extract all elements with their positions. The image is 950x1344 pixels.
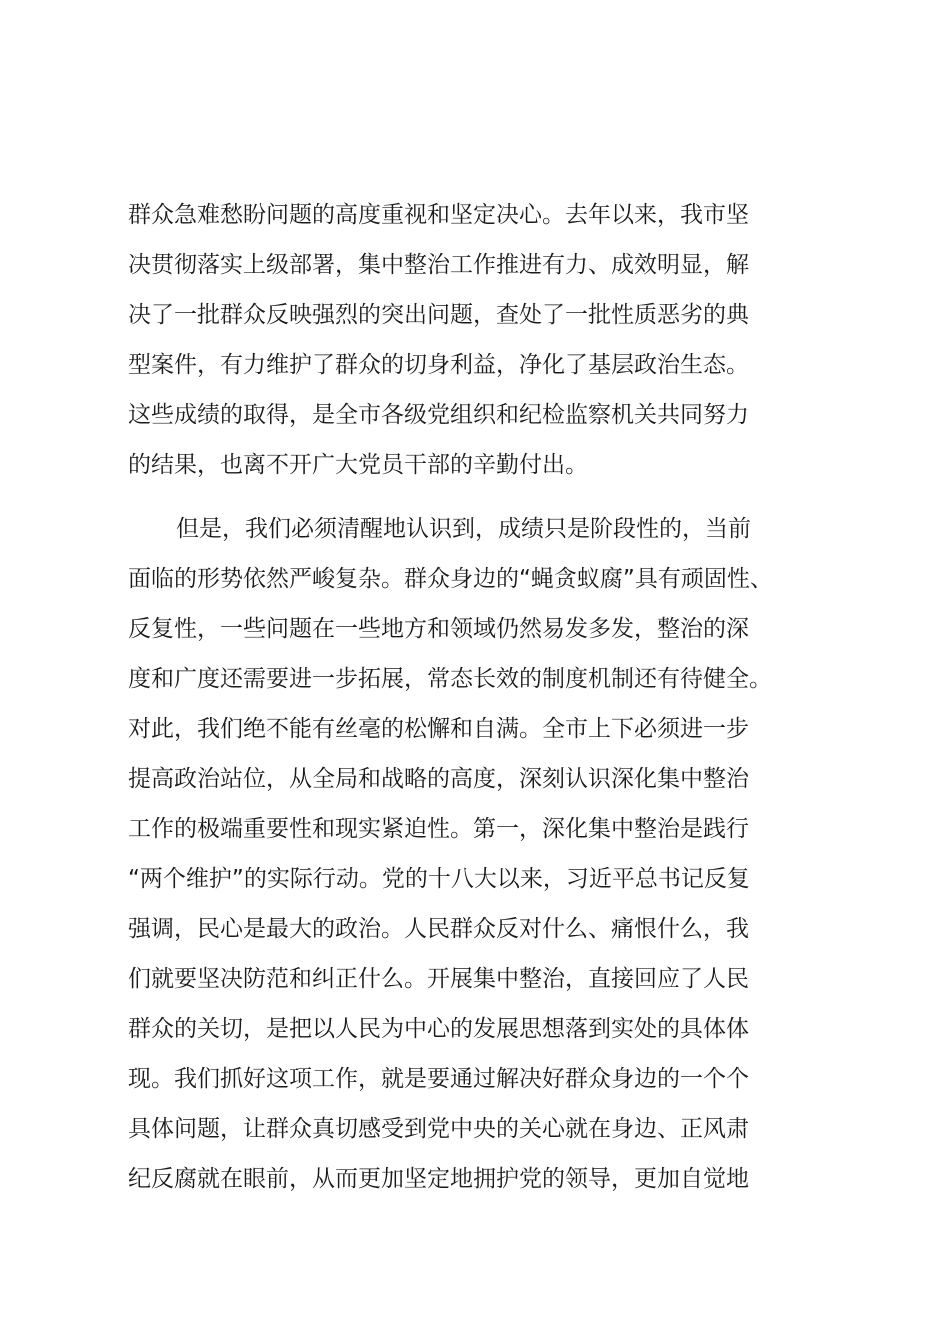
text-line-indented: 但是，我们必须清醒地认识到，成绩只是阶段性的，当前 <box>176 516 751 542</box>
text-line: 这些成绩的取得，是全市各级党组织和纪检监察机关共同努力 <box>128 402 749 428</box>
text-line: 对此，我们绝不能有丝毫的松懈和自满。全市上下必须进一步 <box>128 716 749 742</box>
text-line: 纪反腐就在眼前，从而更加坚定地拥护党的领导，更加自觉地 <box>128 1166 749 1192</box>
paragraph-spacing <box>128 490 828 504</box>
paragraph-2 <box>128 504 828 1204</box>
text-line: 的结果，也离不开广大党员干部的辛勤付出。 <box>128 452 588 478</box>
text-line: 反复性，一些问题在一些地方和领域仍然易发多发，整治的深 <box>128 616 749 642</box>
text-line: 群众的关切，是把以人民为中心的发展思想落到实处的具体体 <box>128 1016 749 1042</box>
text-line: 提高政治站位，从全局和战略的高度，深刻认识深化集中整治 <box>128 766 749 792</box>
text-line: 们就要坚决防范和纠正什么。开展集中整治，直接回应了人民 <box>128 966 749 992</box>
text-line: 工作的极端重要性和现实紧迫性。第一，深化集中整治是践行 <box>128 816 749 842</box>
text-line: “两个维护”的实际行动。党的十八大以来，习近平总书记反复 <box>128 866 750 892</box>
text-line: 群众急难愁盼问题的高度重视和坚定决心。去年以来，我市坚 <box>128 202 749 228</box>
text-line: 强调，民心是最大的政治。人民群众反对什么、痛恨什么，我 <box>128 916 749 942</box>
paragraph-1 <box>128 190 828 490</box>
text-line: 决了一批群众反映强烈的突出问题，查处了一批性质恶劣的典 <box>128 302 749 328</box>
text-line: 型案件，有力维护了群众的切身利益，净化了基层政治生态。 <box>128 352 749 378</box>
text-line: 现。我们抓好这项工作，就是要通过解决好群众身边的一个个 <box>128 1066 749 1092</box>
text-line: 度和广度还需要进一步拓展，常态长效的制度机制还有待健全。 <box>128 666 772 692</box>
text-line: 面临的形势依然严峻复杂。群众身边的“蝇贪蚁腐”具有顽固性、 <box>128 566 773 592</box>
text-line: 决贯彻落实上级部署，集中整治工作推进有力、成效明显，解 <box>128 252 749 278</box>
text-line: 具体问题，让群众真切感受到党中央的关心就在身边、正风肃 <box>128 1116 749 1142</box>
document-body <box>128 190 828 1204</box>
